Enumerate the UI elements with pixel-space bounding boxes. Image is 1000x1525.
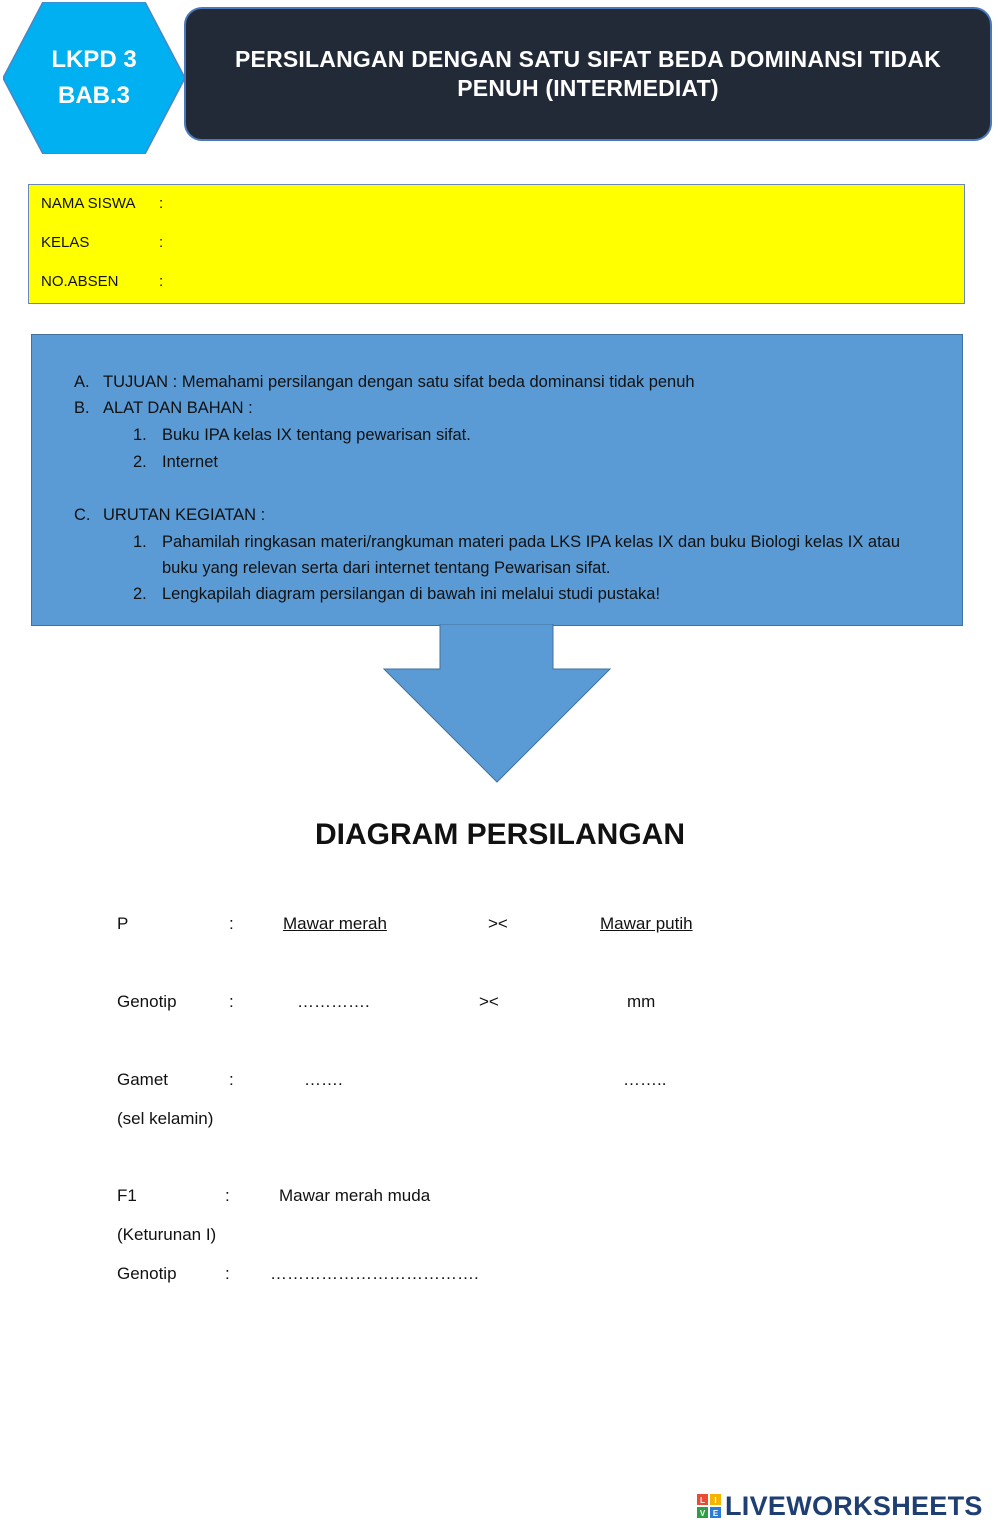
f1-genotip-blank[interactable]: ………………………………. — [270, 1264, 479, 1283]
list-marker: C. — [74, 506, 91, 524]
lkpd-badge — [3, 2, 185, 154]
instruction-a — [74, 369, 695, 395]
list-item — [133, 422, 471, 448]
genotip-left-suffix: . — [365, 992, 370, 1011]
list-marker: A. — [74, 373, 90, 391]
student-identity-box — [28, 184, 965, 304]
list-item-text: Pahamilah ringkasan materi/rangkuman materi pada LKS IPA kelas IX dan buku Biologi kelas IX atau — [162, 533, 901, 551]
identity-label: KELAS — [41, 234, 90, 251]
logo-letter: I — [714, 1496, 717, 1505]
down-arrow-icon — [383, 624, 611, 784]
list-item-text: buku yang relevan serta dari internet tentang Pewarisan sifat. — [162, 559, 611, 577]
list-marker: B. — [74, 399, 90, 417]
title-banner — [184, 7, 992, 141]
logo-letter: E — [712, 1509, 719, 1518]
logo-letter: L — [700, 1496, 705, 1505]
list-item-text: Lengkapilah diagram persilangan di bawah ini melalui studi pustaka! — [162, 585, 661, 603]
identity-colon: : — [159, 273, 164, 290]
gamet-colon: : — [229, 1070, 234, 1089]
identity-colon: : — [159, 234, 164, 251]
f1-label: F1 — [117, 1186, 137, 1205]
page-title: PERSILANGAN DENGAN SATU SIFAT BEDA DOMINANSI TIDAK PENUH (INTERMEDIAT) — [235, 46, 941, 101]
instruction-c-text: URUTAN KEGIATAN : — [103, 506, 266, 524]
lkpd-badge-line1: LKPD 3 — [51, 46, 137, 73]
f1-value: Mawar merah muda — [279, 1186, 431, 1205]
p-label: P — [117, 914, 129, 933]
identity-row-name — [41, 194, 169, 214]
f1-sublabel: (Keturunan I) — [117, 1225, 217, 1244]
instruction-b-text: ALAT DAN BAHAN : — [103, 399, 253, 417]
instruction-b — [74, 395, 253, 421]
list-marker: 1. — [133, 426, 147, 444]
genotip-label: Genotip — [117, 992, 177, 1011]
p-parent-right: Mawar putih — [600, 914, 693, 933]
genotip-cross-symbol: >< — [479, 992, 499, 1011]
list-item-text: Internet — [162, 453, 218, 471]
p-colon: : — [229, 914, 234, 933]
logo-letter: V — [699, 1509, 706, 1518]
p-parent-left: Mawar merah — [283, 914, 387, 933]
f1-genotip-colon: : — [225, 1264, 230, 1283]
gamet-sublabel: (sel kelamin) — [117, 1109, 214, 1128]
diagram-title: DIAGRAM PERSILANGAN — [314, 818, 685, 851]
identity-label: NAMA SISWA — [41, 195, 136, 212]
brand-name: LIVEWORKSHEETS — [725, 1490, 983, 1521]
identity-label: NO.ABSEN — [41, 273, 119, 290]
instruction-a-text: TUJUAN : Memahami persilangan dengan satu sifat beda dominansi tidak penuh — [103, 373, 695, 391]
identity-row-class — [41, 233, 169, 253]
identity-colon: : — [159, 195, 164, 212]
genotip-left-dots: ………… — [297, 992, 365, 1011]
instructions-box — [31, 334, 963, 626]
list-item-continuation — [162, 555, 611, 581]
genotip-colon: : — [229, 992, 234, 1011]
list-item — [133, 529, 900, 555]
identity-row-absen — [41, 272, 169, 292]
genotip-left-blank[interactable] — [297, 991, 370, 1013]
liveworksheets-logo-icon — [697, 1494, 721, 1518]
gamet-left-blank[interactable]: ……. — [304, 1070, 343, 1089]
list-item — [133, 449, 218, 475]
list-marker: 1. — [133, 533, 147, 551]
f1-genotip-label: Genotip — [117, 1264, 177, 1283]
genotip-right: mm — [627, 992, 656, 1011]
list-item — [133, 581, 660, 607]
f1-colon: : — [225, 1186, 230, 1205]
p-cross-symbol: >< — [488, 914, 508, 933]
list-item-text: Buku IPA kelas IX tentang pewarisan sifat. — [162, 426, 471, 444]
lkpd-badge-line2: BAB.3 — [57, 82, 130, 109]
gamet-label: Gamet — [117, 1070, 169, 1089]
instruction-c — [74, 502, 265, 528]
gamet-right-blank[interactable]: …….. — [623, 1070, 667, 1089]
list-marker: 2. — [133, 585, 147, 603]
list-marker: 2. — [133, 453, 147, 471]
liveworksheets-brand[interactable] — [697, 1489, 983, 1523]
